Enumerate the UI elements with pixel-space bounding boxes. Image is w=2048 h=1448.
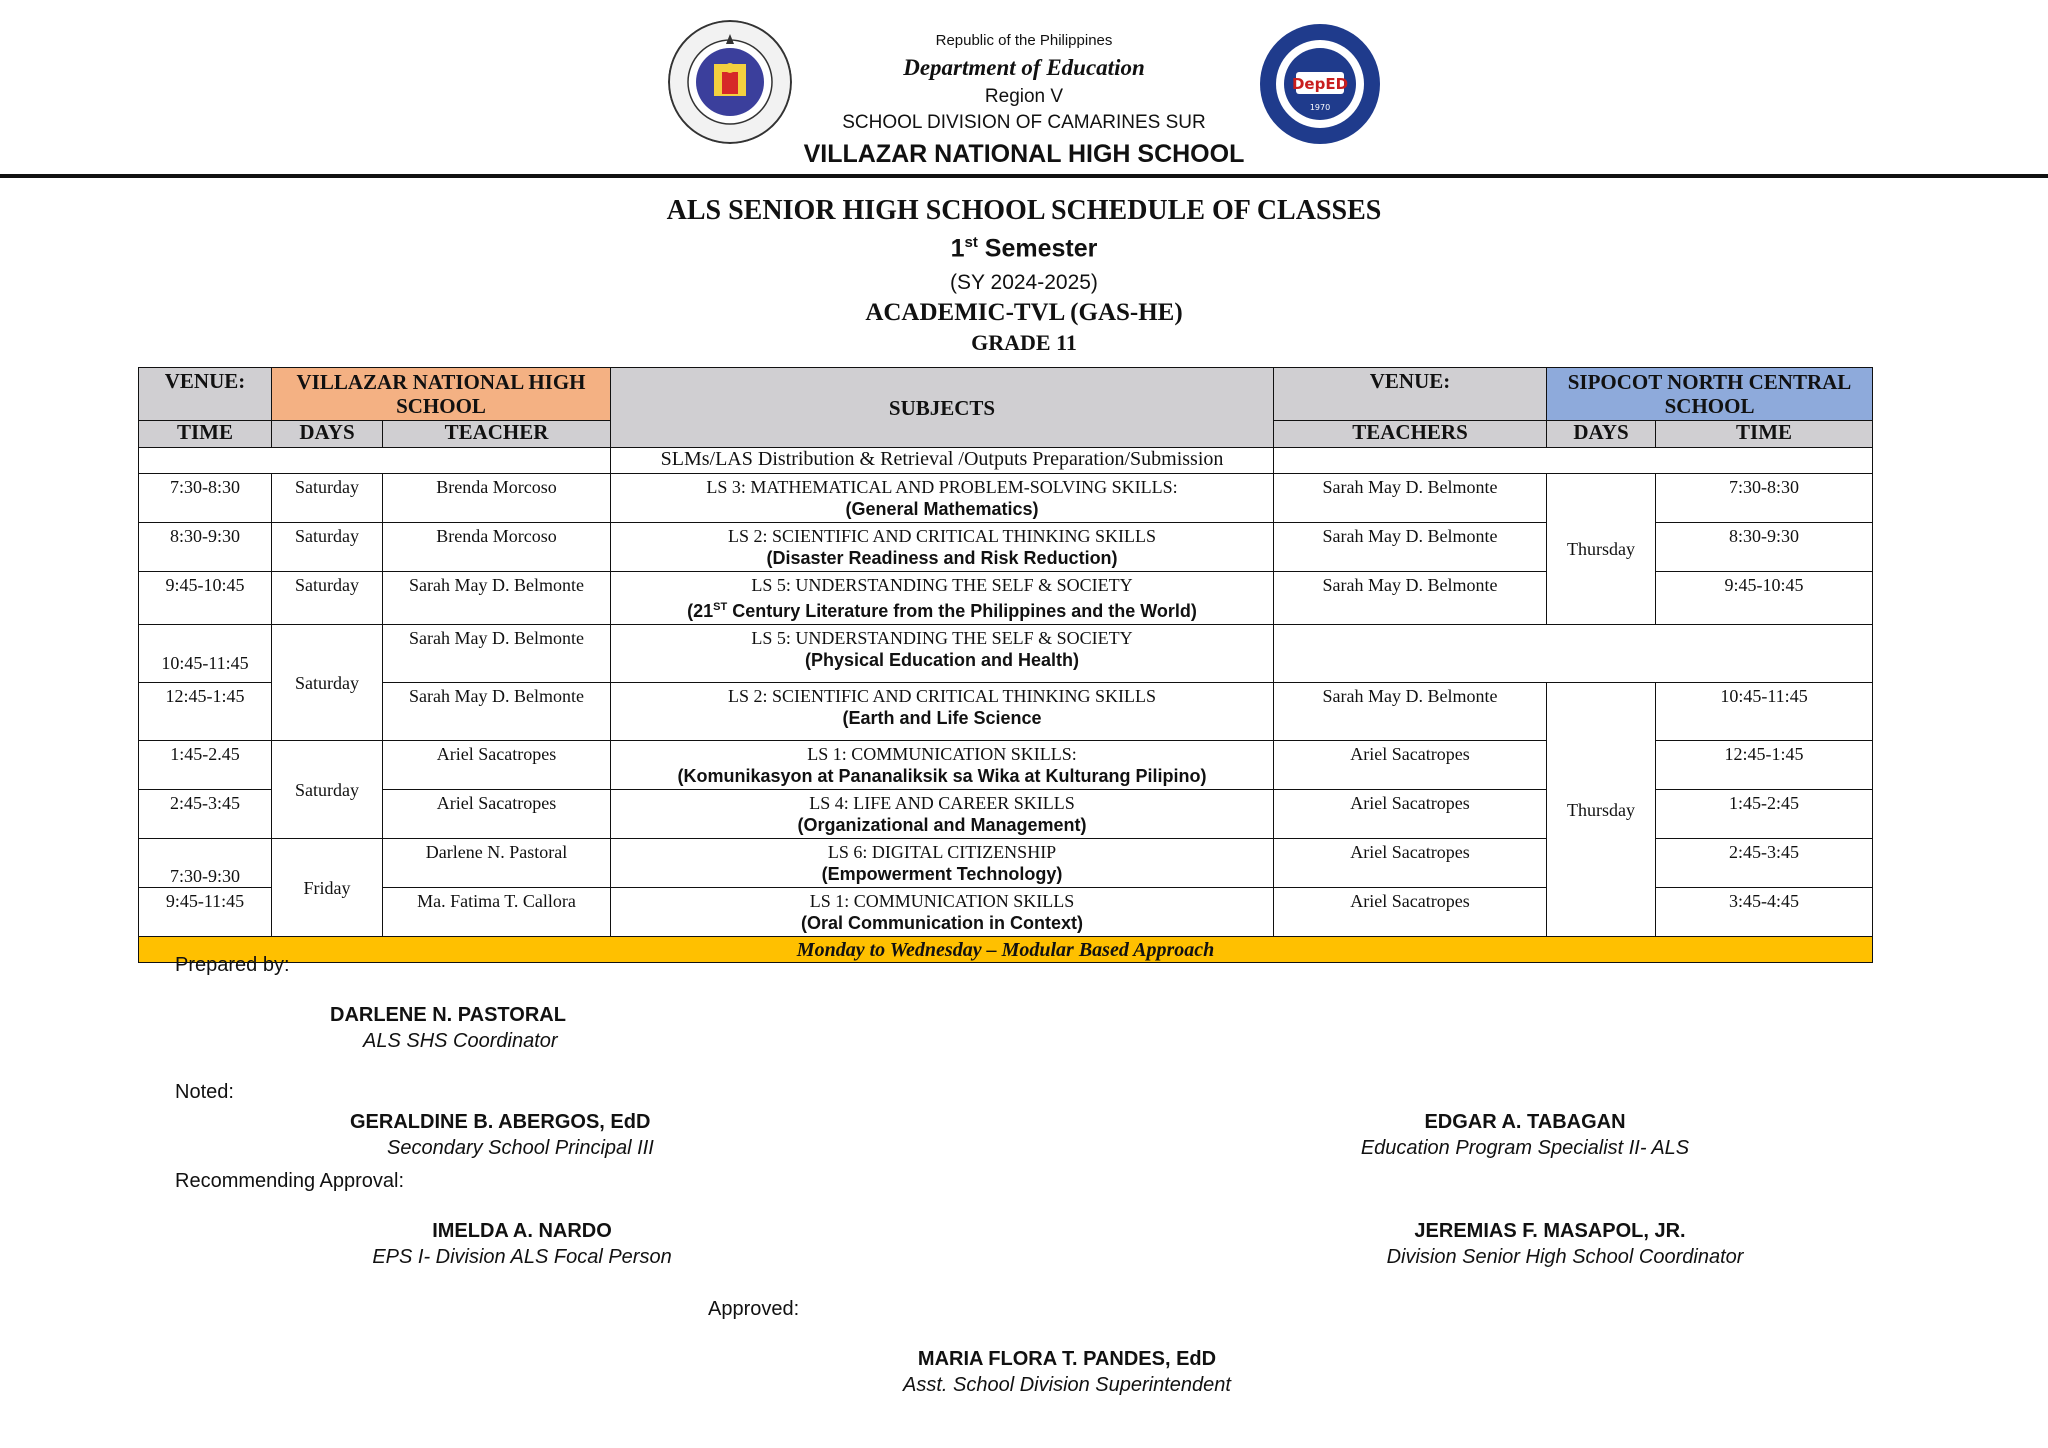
time-right-cell: 12:45-1:45 [1656, 741, 1873, 790]
venue-left: VILLAZAR NATIONAL HIGH SCHOOL [272, 368, 611, 421]
teacher-right-cell: Sarah May D. Belmonte [1274, 683, 1547, 741]
days-cell: Saturday [272, 523, 383, 572]
subject-cell [611, 625, 1274, 683]
distribution-text: SLMs/LAS Distribution & Retrieval /Outputs Preparation/Submission [611, 448, 1274, 474]
rec1-title: EPS I- Division ALS Focal Person [372, 1246, 672, 1268]
col-teachers: TEACHERS [1274, 421, 1547, 448]
teacher-right-cell: Ariel Sacatropes [1274, 888, 1547, 937]
subjects-header: SUBJECTS [611, 368, 1274, 448]
rec2-name: JEREMIAS F. MASAPOL, JR. [1414, 1220, 1686, 1242]
blank-cell [1274, 625, 1873, 683]
header-divider [0, 174, 2048, 178]
time-cell: 2:45-3:45 [139, 790, 272, 839]
subject-sub [615, 596, 1269, 622]
subject-title: LS 6: DIGITAL CITIZENSHIP [827, 842, 1057, 862]
days-right-cell: Thursday [1547, 683, 1656, 937]
semester-word: Semester [977, 234, 1098, 263]
header-republic: Republic of the Philippines [935, 32, 1113, 49]
venue-label-left: VENUE: [139, 368, 272, 421]
modular-note: Monday to Wednesday – Modular Based Approach [139, 937, 1873, 963]
subject-sub: (Empowerment Technology) [821, 864, 1063, 884]
teacher-right-cell: Ariel Sacatropes [1274, 741, 1547, 790]
rec2-title: Division Senior High School Coordinator [1386, 1246, 1744, 1268]
table-header-row-1 [139, 368, 1873, 421]
time-right-cell: 10:45-11:45 [1656, 683, 1873, 741]
teacher-cell: Brenda Morcoso [383, 523, 611, 572]
noted-label: Noted: [175, 1081, 234, 1103]
days-cell: Saturday [272, 572, 383, 625]
grade-label: GRADE 11 [971, 330, 1077, 355]
subject-sub: (Organizational and Management) [797, 815, 1087, 835]
subject-cell [611, 474, 1274, 523]
subject-title: LS 2: SCIENTIFIC AND CRITICAL THINKING SKILLS [728, 686, 1157, 706]
col-time: TIME [139, 421, 272, 448]
approved-label: Approved: [708, 1298, 800, 1320]
teacher-cell: Ariel Sacatropes [383, 790, 611, 839]
days-cell: Saturday [272, 741, 383, 839]
teacher-right-cell: Sarah May D. Belmonte [1274, 474, 1547, 523]
subject-cell [611, 888, 1274, 937]
semester-number: 1 [950, 234, 965, 263]
time-cell: 12:45-1:45 [139, 683, 272, 741]
footer-row [139, 937, 1873, 963]
subject-title: LS 4: LIFE AND CAREER SKILLS [809, 793, 1075, 813]
time-cell: 7:30-9:30 [139, 839, 272, 888]
svg-text:DepED: DepED [1291, 75, 1349, 93]
header-division: SCHOOL DIVISION OF CAMARINES SUR [842, 112, 1206, 133]
teacher-cell: Brenda Morcoso [383, 474, 611, 523]
time-cell: 10:45-11:45 [139, 625, 272, 683]
subject-title: LS 5: UNDERSTANDING THE SELF & SOCIETY [751, 575, 1133, 595]
teacher-cell: Sarah May D. Belmonte [383, 572, 611, 625]
venue-right: SIPOCOT NORTH CENTRAL SCHOOL [1547, 368, 1873, 421]
time-cell: 7:30-8:30 [139, 474, 272, 523]
days-cell: Saturday [272, 625, 383, 741]
subject-sub: (Disaster Readiness and Risk Reduction) [766, 548, 1118, 568]
noted2-name: EDGAR A. TABAGAN [1424, 1111, 1626, 1133]
table-row [139, 625, 1873, 683]
schedule-table [138, 367, 1873, 963]
header-region: Region V [984, 86, 1064, 107]
table-row [139, 474, 1873, 523]
subject-cell [611, 839, 1274, 888]
time-right-cell: 3:45-4:45 [1656, 888, 1873, 937]
days-cell: Friday [272, 839, 383, 937]
subject-cell [611, 572, 1274, 625]
teacher-cell: Ariel Sacatropes [383, 741, 611, 790]
teacher-right-cell: Ariel Sacatropes [1274, 790, 1547, 839]
subject-sub-pre: (21 [687, 601, 714, 621]
semester-label [0, 234, 2048, 263]
noted2-title: Education Program Specialist II- ALS [1360, 1137, 1690, 1159]
subject-sub-post: Century Literature from the Philippines and the World) [727, 601, 1197, 621]
days-cell: Saturday [272, 474, 383, 523]
prepared-name: DARLENE N. PASTORAL [330, 1004, 566, 1026]
time-right-cell: 7:30-8:30 [1656, 474, 1873, 523]
approved-title: Asst. School Division Superintendent [903, 1374, 1231, 1396]
days-right-cell: Thursday [1547, 474, 1656, 625]
track-label: ACADEMIC-TVL (GAS-HE) [865, 299, 1183, 326]
distribution-row [139, 448, 1873, 474]
subject-sub: (Earth and Life Science [842, 708, 1042, 728]
col-teacher: TEACHER [383, 421, 611, 448]
subject-title: LS 1: COMMUNICATION SKILLS: [807, 744, 1077, 764]
svg-text:1970: 1970 [1309, 103, 1331, 112]
subject-sub: (Komunikasyon at Pananaliksik sa Wika at Kulturang Pilipino) [677, 766, 1207, 786]
time-cell: 9:45-10:45 [139, 572, 272, 625]
subject-cell [611, 683, 1274, 741]
subject-sub: (Physical Education and Health) [804, 650, 1080, 670]
teacher-cell: Sarah May D. Belmonte [383, 683, 611, 741]
recommending-label: Recommending Approval: [175, 1170, 405, 1192]
teacher-cell: Darlene N. Pastoral [383, 839, 611, 888]
subject-cell [611, 523, 1274, 572]
schedule-title: ALS SENIOR HIGH SCHOOL SCHEDULE OF CLASSES [666, 195, 1382, 226]
subject-title: LS 3: MATHEMATICAL AND PROBLEM-SOLVING SKILLS: [706, 477, 1178, 497]
teacher-right-cell: Ariel Sacatropes [1274, 839, 1547, 888]
time-cell: 8:30-9:30 [139, 523, 272, 572]
semester-suffix: st [964, 234, 978, 251]
subject-sub: (General Mathematics) [845, 499, 1039, 519]
rec1-name: IMELDA A. NARDO [432, 1220, 612, 1242]
header-school: VILLAZAR NATIONAL HIGH SCHOOL [803, 140, 1245, 168]
time-cell: 1:45-2.45 [139, 741, 272, 790]
time-right-cell: 2:45-3:45 [1656, 839, 1873, 888]
time-cell: 9:45-11:45 [139, 888, 272, 937]
table-row [139, 683, 1873, 741]
venue-label-right: VENUE: [1274, 368, 1547, 421]
school-year: (SY 2024-2025) [950, 271, 1098, 294]
noted1-title: Secondary School Principal III [387, 1137, 654, 1159]
subject-cell [611, 790, 1274, 839]
teacher-cell: Sarah May D. Belmonte [383, 625, 611, 683]
prepared-label: Prepared by: [175, 954, 290, 976]
time-right-cell: 8:30-9:30 [1656, 523, 1873, 572]
subject-title: LS 1: COMMUNICATION SKILLS [809, 891, 1075, 911]
subject-sub: (Oral Communication in Context) [801, 913, 1084, 933]
col-days-right: DAYS [1547, 421, 1656, 448]
subject-title: LS 5: UNDERSTANDING THE SELF & SOCIETY [751, 628, 1133, 648]
approved-name: MARIA FLORA T. PANDES, EdD [917, 1348, 1217, 1370]
col-time-right: TIME [1656, 421, 1873, 448]
col-days: DAYS [272, 421, 383, 448]
time-right-cell: 1:45-2:45 [1656, 790, 1873, 839]
prepared-title: ALS SHS Coordinator [363, 1030, 558, 1052]
teacher-cell: Ma. Fatima T. Callora [383, 888, 611, 937]
blank-cell [1274, 448, 1873, 474]
subject-title: LS 2: SCIENTIFIC AND CRITICAL THINKING SKILLS [728, 526, 1157, 546]
teacher-right-cell: Sarah May D. Belmonte [1274, 523, 1547, 572]
header-department: Department of Education [903, 55, 1145, 80]
noted1-name: GERALDINE B. ABERGOS, EdD [350, 1111, 651, 1133]
subject-sub-sup: ST [713, 601, 728, 613]
time-right-cell: 9:45-10:45 [1656, 572, 1873, 625]
blank-cell [139, 448, 611, 474]
subject-cell [611, 741, 1274, 790]
teacher-right-cell: Sarah May D. Belmonte [1274, 572, 1547, 625]
